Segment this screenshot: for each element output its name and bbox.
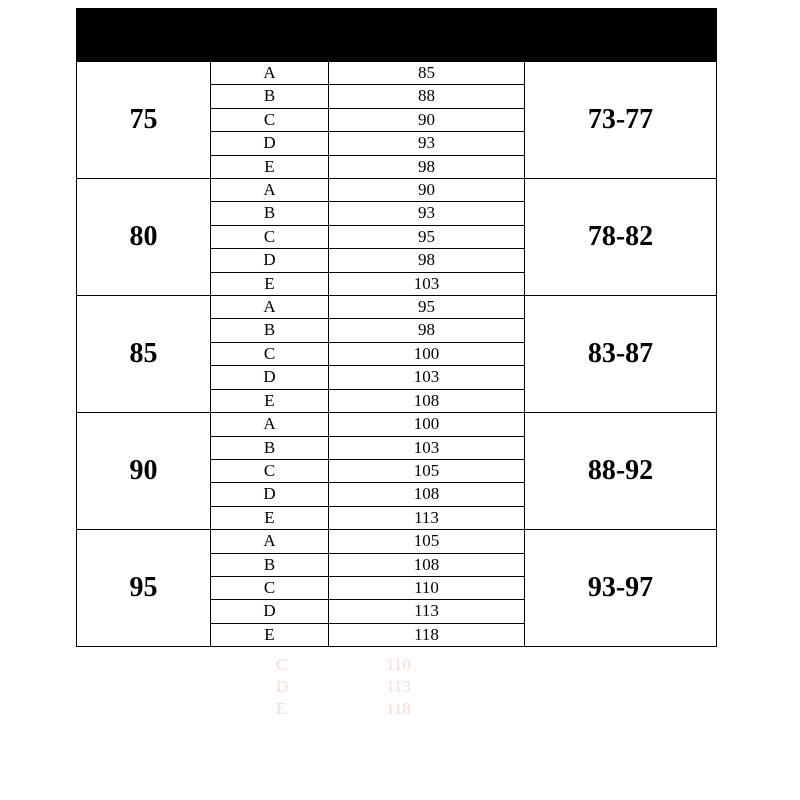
table-body [77,62,717,647]
upper-circumference-cell: 118 [329,623,525,646]
upper-circumference-cell: 103 [329,272,525,295]
cup-cell: C [211,459,329,482]
cup-cell: A [211,179,329,202]
cup-cell: D [211,249,329,272]
upper-header-line2: circumference [272,34,421,60]
upper-circumference-cell: 108 [329,553,525,576]
cup-cell: B [211,85,329,108]
ghost-artifact-value-1: 110 [386,655,411,674]
table-row [77,530,717,553]
cup-cell: C [211,342,329,365]
upper-circumference-cell: 100 [329,342,525,365]
cup-cell: E [211,623,329,646]
lower-header-line1: Lower [565,9,634,36]
cup-cell: D [211,600,329,623]
cup-cell: D [211,132,329,155]
cup-cell: B [211,202,329,225]
upper-circumference-cell: 85 [329,62,525,85]
cup-cell: E [211,272,329,295]
cup-cell: B [211,553,329,576]
upper-circumference-cell: 103 [329,436,525,459]
upper-circumference-cell: 98 [329,319,525,342]
size-cell: 75 [77,62,211,179]
cup-cell: E [211,389,329,412]
ghost-artifact-value-3: 118 [386,699,411,718]
upper-circumference-cell: 90 [329,108,525,131]
cup-cell: A [211,296,329,319]
column-header-lower-circumference [525,9,717,62]
cup-cell: D [211,483,329,506]
cup-cell: A [211,530,329,553]
upper-circumference-cell: 113 [329,506,525,529]
ghost-artifact-value-2: 113 [386,677,411,696]
lower-circumference-cell: 93-97 [525,530,717,647]
upper-circumference-cell: 103 [329,366,525,389]
table-header [77,9,717,62]
size-cell: 85 [77,296,211,413]
cup-cell: B [211,319,329,342]
upper-circumference-cell: 113 [329,600,525,623]
cup-cell: E [211,506,329,529]
column-header-upper-circumference [211,9,525,62]
upper-circumference-cell: 90 [329,179,525,202]
header-row [77,9,717,62]
upper-header-line1: upper [339,9,402,36]
size-cell: 90 [77,413,211,530]
ghost-artifact-cup-d: D [276,677,289,696]
column-header-size: Size [77,9,211,62]
upper-circumference-cell: 105 [329,530,525,553]
lower-circumference-cell: 88-92 [525,413,717,530]
cup-cell: C [211,576,329,599]
table-row [77,413,717,436]
upper-circumference-cell: 110 [329,576,525,599]
upper-circumference-cell: 98 [329,155,525,178]
upper-circumference-cell: 108 [329,483,525,506]
upper-circumference-cell: 98 [329,249,525,272]
size-cell: 80 [77,179,211,296]
ghost-artifact-cup-e: E [276,699,287,718]
upper-circumference-cell: 100 [329,413,525,436]
table-row [77,179,717,202]
cup-cell: B [211,436,329,459]
cup-cell: C [211,108,329,131]
lower-circumference-cell: 78-82 [525,179,717,296]
lower-circumference-cell: 83-87 [525,296,717,413]
size-chart-table [76,8,717,647]
size-cell: 95 [77,530,211,647]
upper-circumference-cell: 108 [329,389,525,412]
table-row [77,62,717,85]
upper-circumference-cell: 93 [329,132,525,155]
table-row [77,296,717,319]
lower-header-unit: (cm) [633,10,676,35]
lower-header-line2: circumference [546,34,695,60]
upper-header-unit: (cm) [420,35,463,59]
upper-circumference-cell: 93 [329,202,525,225]
upper-circumference-cell: 105 [329,459,525,482]
ghost-artifact-cup-c: C [276,655,288,674]
lower-circumference-cell: 73-77 [525,62,717,179]
upper-circumference-cell: 95 [329,225,525,248]
cup-cell: A [211,413,329,436]
upper-circumference-cell: 88 [329,85,525,108]
upper-circumference-cell: 95 [329,296,525,319]
cup-cell: E [211,155,329,178]
cup-cell: C [211,225,329,248]
cup-cell: A [211,62,329,85]
cup-cell: D [211,366,329,389]
